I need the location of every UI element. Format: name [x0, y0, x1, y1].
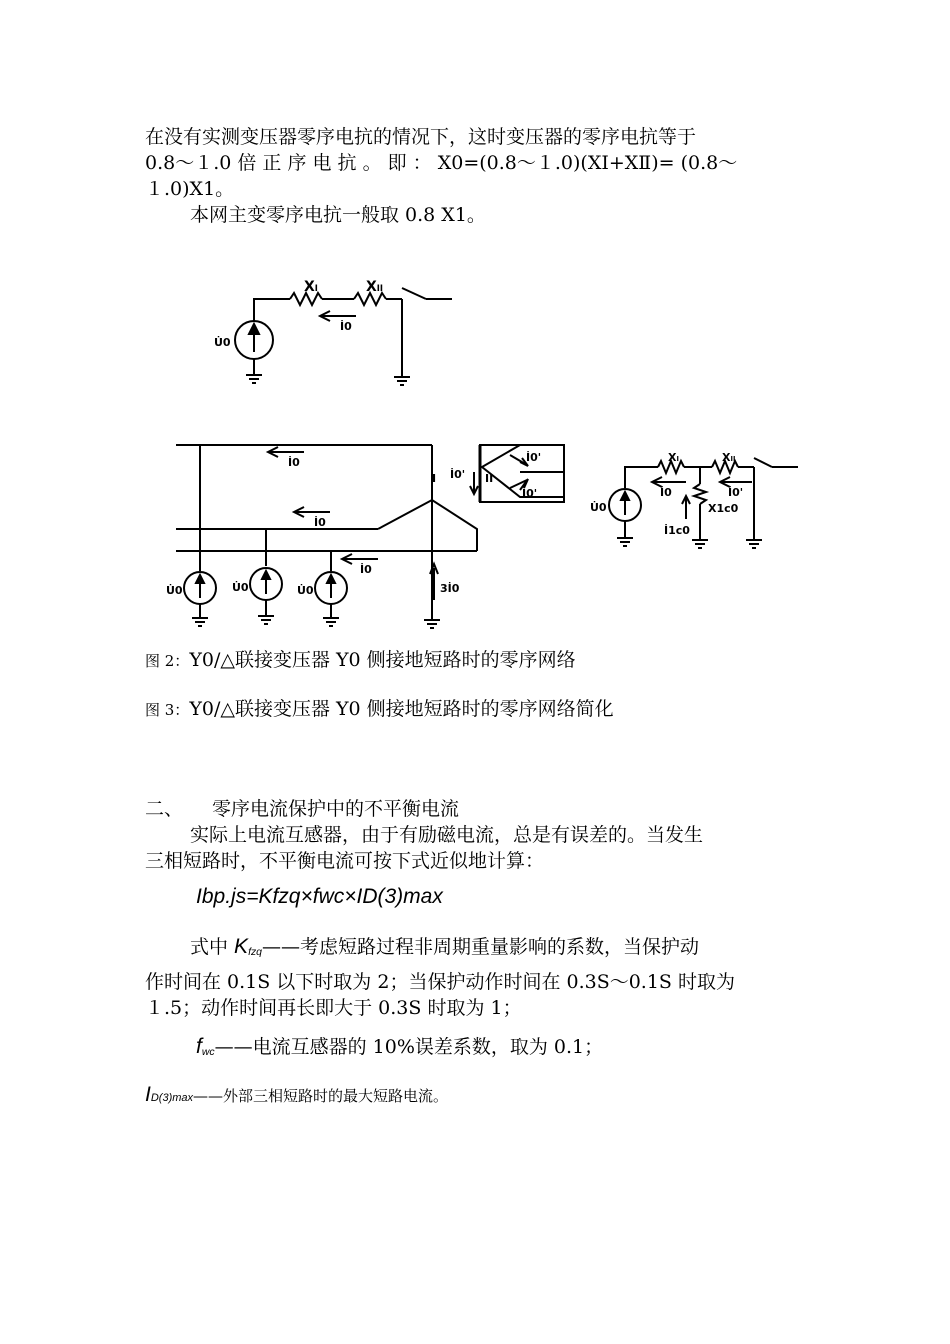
label-u0-b: U̇0	[232, 581, 249, 594]
figure-2-network	[176, 445, 564, 628]
switch-blade	[754, 458, 772, 467]
label-u0-c: U̇0	[297, 584, 314, 597]
figure-2-caption	[145, 648, 576, 673]
k-definition-line2: 作时间在 0.1S 以下时取为 2；当保护动作时间在 0.3S～0.1S 时取为	[145, 971, 735, 993]
circuit-diagrams	[0, 0, 950, 650]
label-i1c0: İ1c0	[664, 524, 690, 537]
i-definition	[145, 1083, 448, 1110]
para1-line2: 0.8～１.0 倍 正 序 电 抗 。 即 ： X0=(0.8～１.0)(XⅠ+XⅡ)= (0.8～	[145, 152, 738, 174]
caption-prefix: 图 2：	[145, 652, 190, 670]
k-definition-line1	[190, 935, 699, 965]
para1-line3: １.0)X1。	[145, 178, 235, 200]
section-heading: 零序电流保护中的不平衡电流	[212, 798, 460, 820]
label-i0p: İ0'	[728, 486, 744, 499]
i-symbol: I	[145, 1083, 151, 1106]
caption-text: Y0/△联接变压器 Y0 侧接地短路时的零序网络简化	[189, 698, 614, 720]
label-i0p-top: İ0'	[526, 451, 542, 464]
label-u0-a: U̇0	[166, 584, 183, 597]
figure-zero-sequence-circuit	[235, 288, 452, 385]
label-roman-ii: II	[485, 472, 494, 485]
label-i0: İ0	[660, 486, 672, 499]
i-text: ——外部三相短路时的最大短路电流。	[193, 1087, 449, 1105]
label-u0: U̇0	[590, 501, 607, 514]
k-symbol: K	[234, 935, 249, 958]
reactance-x1c0	[694, 484, 706, 504]
label-x1c0: X1c0	[708, 502, 739, 515]
label-i0p-bot: İ0'	[522, 487, 538, 500]
label-i0-mid: İ0	[314, 516, 326, 529]
k-subscript: fzq	[248, 947, 262, 959]
caption-text: Y0/△联接变压器 Y0 侧接地短路时的零序网络	[189, 649, 576, 671]
caption-prefix: 图 3：	[145, 701, 190, 719]
i-subscript: D(3)max	[150, 1092, 194, 1104]
label-roman-i: I	[432, 472, 437, 485]
para1-line1: 在没有实测变压器零序电抗的情况下，这时变压器的零序电抗等于	[145, 126, 697, 148]
label-i0-bot: İ0	[360, 563, 372, 576]
label-i0-top: İ0	[288, 456, 300, 469]
label-i0p-left: İ0'	[450, 468, 466, 481]
para2-line1: 实际上电流互感器，由于有励磁电流，总是有误差的。当发生	[190, 824, 704, 846]
section-number: 二、	[145, 798, 184, 820]
para1-line4: 本网主变零序电抗一般取 0.8 X1。	[190, 204, 486, 226]
label-x1: XI	[304, 279, 318, 295]
k-text: ——考虑短路过程非周期重量影响的系数，当保护动	[262, 936, 700, 958]
figure-3-network	[609, 458, 798, 548]
label-u0: U̇0	[214, 336, 231, 349]
f-definition	[196, 1035, 603, 1065]
k-prefix: 式中	[190, 936, 235, 958]
label-3i0: 3İ0	[440, 582, 460, 595]
label-x2: XII	[722, 451, 736, 464]
f-text: ——电流互感器的 10%误差系数，取为 0.1；	[214, 1036, 604, 1058]
f-subscript: wc	[201, 1047, 215, 1059]
k-definition-line3: １.5；动作时间再长即大于 0.3S 时取为 1；	[145, 997, 522, 1019]
figure-3-caption	[145, 697, 614, 722]
label-x1: XI	[668, 451, 679, 464]
switch-blade	[402, 288, 426, 299]
f-symbol: f	[196, 1035, 202, 1058]
para2-line2: 三相短路时，不平衡电流可按下式近似地计算：	[145, 850, 545, 872]
label-i0: İ0	[340, 320, 352, 333]
label-x2: XII	[366, 279, 384, 295]
formula: Ibp.js=Kfzq×fwc×ID(3)max	[196, 885, 443, 908]
